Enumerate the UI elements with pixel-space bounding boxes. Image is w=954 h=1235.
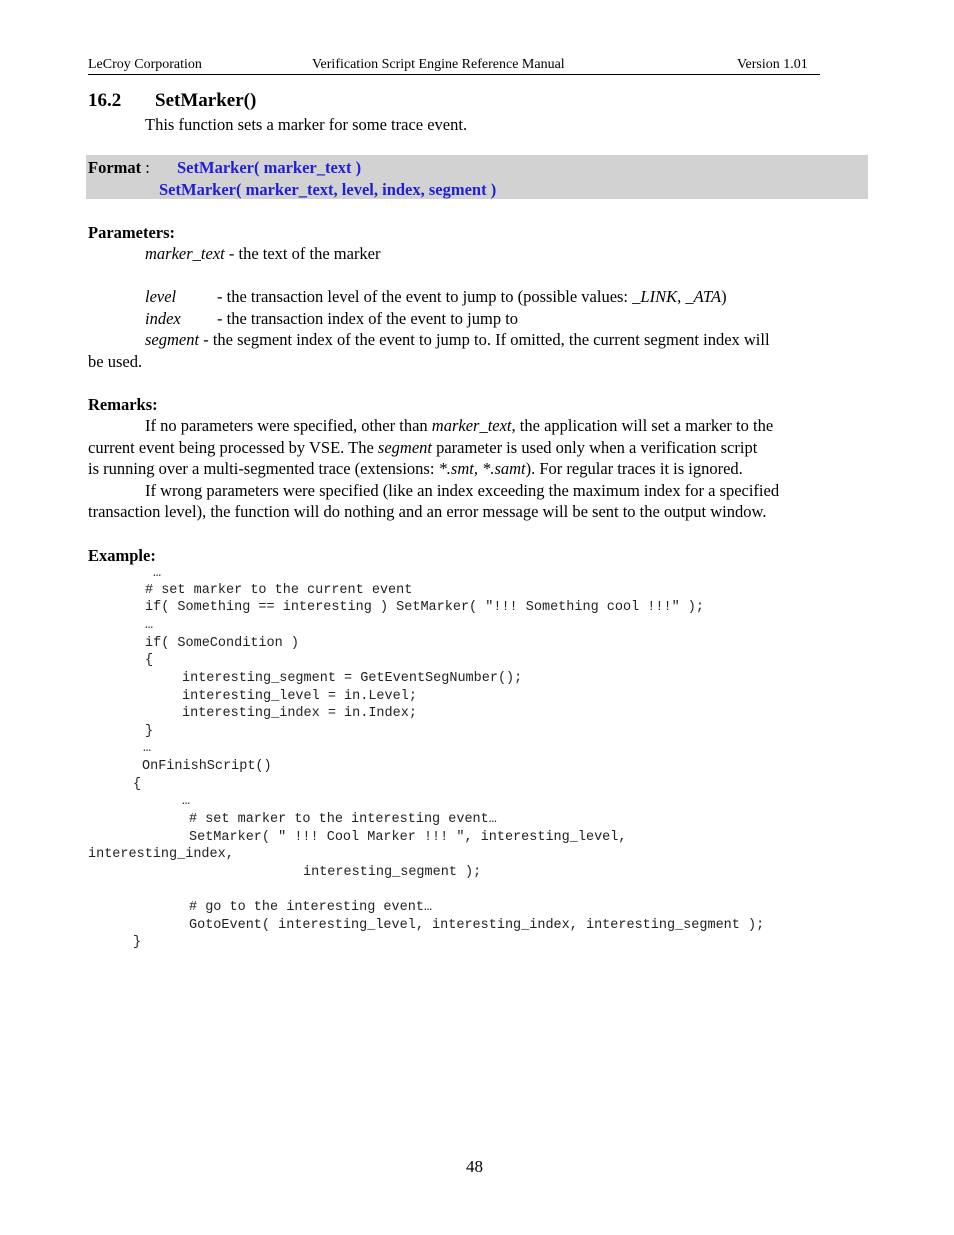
param-level-value-ata: _ATA [685,287,722,306]
section-number: 16.2 [88,90,122,111]
remarks-p2-line1: If wrong parameters were specified (like an index exceeding the maximum index for a specified [145,481,780,500]
header-company: LeCroy Corporation [88,57,202,72]
format-colon: : [145,158,150,177]
param-level-value-link: _LINK [632,287,678,306]
param-marker-text [145,244,381,264]
remarks-text: current event being processed by VSE. The [88,438,378,457]
format-signature-2: SetMarker( marker_text, level, index, segment ) [159,180,497,199]
section-intro: This function sets a marker for some trace event. [145,115,468,134]
code-line: # go to the interesting event… [189,900,433,915]
code-line: # set marker to the current event [145,583,413,598]
header-version: Version 1.01 [737,57,808,72]
param-index-name: index [145,309,181,328]
remarks-p1-line3 [88,459,743,479]
code-line: GotoEvent( interesting_level, interesting_index, interesting_segment ); [189,918,765,933]
remarks-p1-line1 [145,416,773,436]
section-title: SetMarker() [155,90,257,111]
param-level-close: ) [721,287,727,306]
format-signature-1: SetMarker( marker_text ) [177,158,362,177]
remarks-text: , the application will set a marker to the [511,416,774,435]
code-line: interesting_level = in.Level; [182,689,417,704]
remarks-segment: segment [377,438,432,457]
remarks-p1-line2 [88,438,757,458]
param-segment-desc: - the segment index of the event to jump to. If omitted, the current segment index will [199,330,770,349]
example-heading: Example: [88,546,156,565]
code-line: … [182,794,191,809]
code-line: if( SomeCondition ) [145,636,299,651]
format-label-line [88,158,150,178]
header-rule [88,74,820,75]
remarks-text: parameter is used only when a verification script [431,438,758,457]
code-line: interesting_index, [88,847,234,862]
code-line: SetMarker( " !!! Cool Marker !!! ", interesting_level, [189,830,627,845]
parameters-heading: Parameters: [88,223,176,242]
remarks-text: ). For regular traces it is ignored. [525,459,743,478]
code-line: interesting_segment ); [303,865,482,880]
remarks-text: If no parameters were specified, other than [145,416,432,435]
code-line: } [133,935,142,950]
format-label: Format [88,158,142,177]
param-marker-text-desc: - the text of the marker [228,244,381,263]
param-segment-name: segment [145,330,200,349]
code-line: { [133,777,142,792]
remarks-extensions: *.smt, *.samt [438,459,526,478]
page-number: 48 [466,1157,483,1176]
param-segment [145,330,770,350]
remarks-text: is running over a multi-segmented trace (extensions: [88,459,439,478]
code-line: interesting_index = in.Index; [182,706,417,721]
param-level-sep: , [677,287,686,306]
code-line: … [153,566,162,581]
code-line: … [145,618,154,633]
remarks-p2-line2: transaction level), the function will do nothing and an error message will be sent to the output window. [88,502,767,521]
param-level-desc-text: - the transaction level of the event to jump to (possible values: [217,287,633,306]
code-line: { [145,653,154,668]
code-line: … [143,741,152,756]
code-line: if( Something == interesting ) SetMarker( "!!! Something cool !!!" ); [145,600,704,615]
code-line: OnFinishScript() [142,759,272,774]
param-level-name: level [145,287,177,306]
remarks-marker-text: marker_text [431,416,512,435]
param-level-desc [217,287,727,307]
code-line: interesting_segment = GetEventSegNumber(); [182,671,523,686]
header-manual-title: Verification Script Engine Reference Manual [312,57,565,72]
param-marker-text-name: marker_text [145,244,225,263]
param-index-desc: - the transaction index of the event to jump to [217,309,519,328]
code-line: # set marker to the interesting event… [189,812,497,827]
remarks-heading: Remarks: [88,395,158,414]
code-line: } [145,724,154,739]
param-segment-desc-cont: be used. [88,352,143,371]
